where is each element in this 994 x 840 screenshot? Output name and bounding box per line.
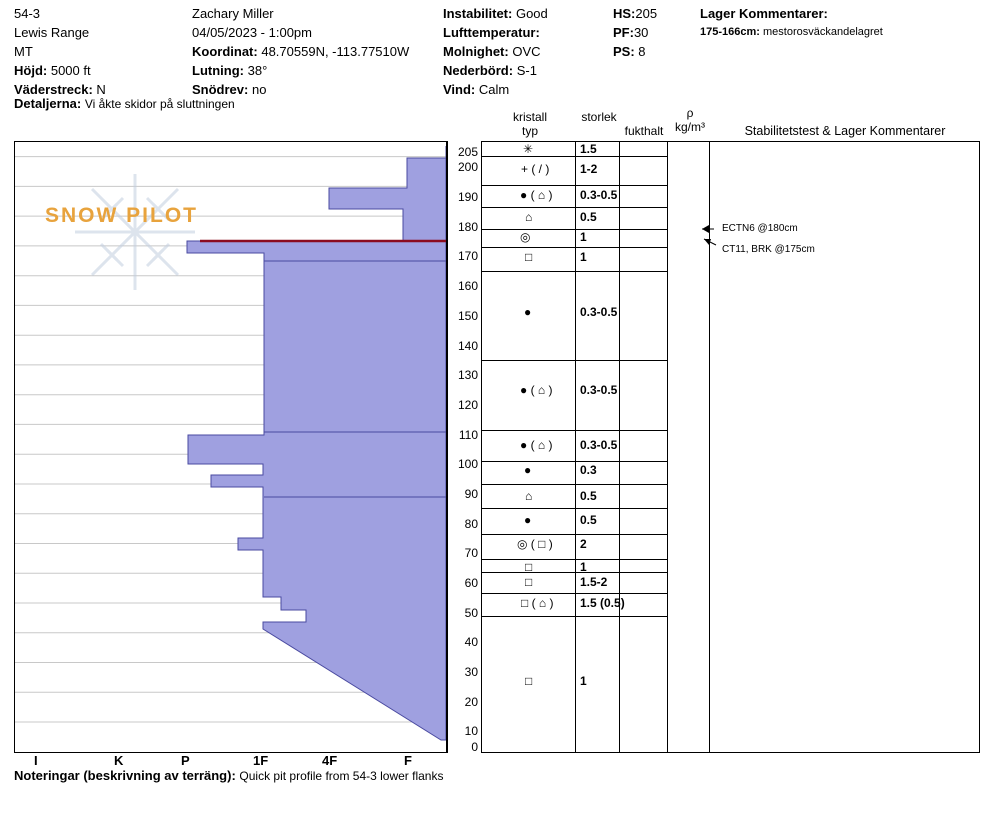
layer-comment-entry: 175-166cm: mestorosväckandelagret	[700, 26, 883, 38]
grain-size-row-2: 0.3-0.5	[580, 188, 618, 202]
grain-symbol-row-14: □	[525, 575, 533, 589]
hardness-label-P: P	[181, 753, 190, 768]
grain-size-row-5: 1	[580, 250, 587, 264]
depth-tick-0: 0	[471, 740, 478, 754]
depth-tick-200: 200	[457, 160, 478, 174]
grain-symbol-row-5: □	[525, 250, 533, 264]
depth-tick-140: 140	[457, 339, 478, 353]
hardness-label-4F: 4F	[322, 753, 338, 768]
stability-test-0: ECTN6 @180cm	[722, 223, 798, 234]
pit-header	[0, 0, 994, 118]
row-sep-99	[481, 484, 668, 485]
grain-symbol-row-1: + ( / )	[521, 162, 550, 176]
header-column-location	[14, 4, 194, 99]
grain-symbol-row-0: ✳	[523, 142, 534, 156]
wind: Vind: Calm	[443, 82, 510, 97]
grain-size-row-13: 1	[580, 560, 587, 574]
depth-tick-100: 100	[457, 457, 478, 471]
aspect: Väderstreck: N	[14, 82, 106, 97]
row-sep-47	[481, 616, 668, 617]
precipitation: Nederbörd: S-1	[443, 63, 537, 78]
grain-size-row-1: 1-2	[580, 162, 598, 176]
hardness-label-I: I	[34, 753, 38, 768]
depth-tick-130: 130	[457, 368, 478, 382]
row-sep-68	[481, 559, 668, 560]
row-sep-183	[481, 207, 668, 208]
depth-tick-190: 190	[457, 190, 478, 204]
air-temperature: Lufttemperatur:	[443, 25, 540, 40]
hs-value: HS:205	[613, 6, 658, 21]
depth-tick-40: 40	[464, 635, 478, 649]
grain-size-row-7: 0.3-0.5	[580, 383, 618, 397]
stability-test-1: CT11, BRK @175cm	[722, 244, 815, 255]
coordinates: Koordinat: 48.70559N, -113.77510W	[192, 44, 410, 59]
elevation: Höjd: 5000 ft	[14, 63, 91, 78]
grain-size-row-4: 1	[580, 230, 587, 244]
grain-symbol-row-2: ● ( ⌂ )	[520, 188, 553, 202]
grain-symbol-row-16: □	[525, 674, 533, 688]
grain-size-row-9: 0.3	[580, 463, 597, 477]
depth-tick-90: 90	[464, 487, 478, 501]
depth-tick-160: 160	[457, 279, 478, 293]
row-sep-143	[481, 360, 668, 361]
grain-symbol-row-3: ⌂	[525, 210, 533, 224]
row-sep-174	[481, 247, 668, 248]
depth-tick-120: 120	[457, 398, 478, 412]
depth-tick-110: 110	[458, 428, 478, 442]
row-sep-200	[481, 156, 668, 157]
grain-size-row-12: 2	[580, 537, 587, 551]
density-header: ρ kg/m³	[675, 106, 705, 134]
depth-tick-80: 80	[464, 517, 478, 531]
state: MT	[14, 44, 33, 59]
grain-symbol-row-9: ●	[524, 463, 532, 477]
grain-type-header: kristall typ	[512, 110, 547, 138]
depth-tick-10: 10	[464, 724, 478, 738]
layer-comments-title: Lager Kommentarer:	[700, 6, 828, 21]
grain-size-row-14: 1.5-2	[580, 575, 608, 589]
depth-tick-180: 180	[457, 220, 478, 234]
terrain-notes: Noteringar (beskrivning av terräng): Quick pit profile from 54-3 lower flanks	[14, 768, 444, 783]
grain-size-row-10: 0.5	[580, 489, 597, 503]
snowpilot-watermark-text: SNOW PILOT	[45, 204, 198, 227]
ps-value: PS: 8	[613, 44, 646, 59]
header-column-snowpack	[613, 4, 703, 61]
drifting-snow: Snödrev: no	[192, 82, 267, 97]
range-name: Lewis Range	[14, 25, 90, 40]
row-sep-63	[481, 572, 668, 573]
header-column-weather	[443, 4, 613, 99]
pf-value: PF:30	[613, 25, 649, 40]
depth-tick-60: 60	[464, 576, 478, 590]
header-column-layer-comments	[700, 4, 990, 42]
row-sep-103	[481, 461, 668, 462]
grain-symbol-row-12: ◎ ( □ )	[517, 537, 553, 551]
grain-size-row-15: 1.5 (0.5)	[580, 596, 625, 610]
observation-datetime: 04/05/2023 - 1:00pm	[192, 25, 312, 40]
grain-size-row-11: 0.5	[580, 513, 597, 527]
grain-symbol-row-11: ●	[524, 513, 532, 527]
row-sep-166	[481, 271, 668, 272]
cloud-cover: Molnighet: OVC	[443, 44, 541, 59]
grain-size-row-16: 1	[580, 674, 587, 688]
row-sep-190	[481, 185, 668, 186]
depth-axis	[447, 141, 481, 753]
depth-tick-30: 30	[464, 665, 478, 679]
depth-tick-70: 70	[464, 546, 478, 560]
grain-size-row-8: 0.3-0.5	[580, 438, 618, 452]
grain-symbol-row-13: □	[525, 560, 533, 574]
details-line: Detaljerna: Vi åkte skidor på sluttningen	[14, 96, 235, 111]
grain-size-row-3: 0.5	[580, 210, 597, 224]
wetness-column	[620, 141, 668, 753]
grain-symbol-row-4: ◎	[520, 230, 531, 244]
profile-svg	[15, 142, 446, 752]
grain-size-row-6: 0.3-0.5	[580, 305, 618, 319]
hardness-label-1F: 1F	[253, 753, 269, 768]
depth-tick-150: 150	[457, 309, 478, 323]
grain-size-row-0: 1.5	[580, 142, 597, 156]
axis-line	[447, 141, 448, 753]
row-sep-178	[481, 229, 668, 230]
snowflake-watermark	[75, 174, 195, 290]
layer-hardness-polygon	[187, 146, 446, 740]
instability: Instabilitet: Good	[443, 6, 548, 21]
wetness-header: fukthalt	[624, 124, 664, 138]
depth-tick-20: 20	[464, 695, 478, 709]
grain-size-header: storlek	[581, 110, 617, 124]
slope-angle: Lutning: 38°	[192, 63, 268, 78]
row-sep-55	[481, 593, 668, 594]
hardness-label-K: K	[114, 753, 124, 768]
stability-header: Stabilitetstest & Lager Kommentarer	[744, 124, 946, 138]
row-sep-77	[481, 534, 668, 535]
grain-symbol-row-6: ●	[524, 305, 532, 319]
depth-tick-205: 205	[457, 145, 478, 159]
observer-name: Zachary Miller	[192, 6, 274, 21]
hardness-profile-chart	[14, 141, 447, 753]
grain-symbol-row-8: ● ( ⌂ )	[520, 438, 553, 452]
row-sep-116	[481, 430, 668, 431]
grain-symbol-row-10: ⌂	[525, 489, 533, 503]
row-sep-85	[481, 508, 668, 509]
hardness-label-F: F	[404, 753, 412, 768]
header-column-observer	[192, 4, 442, 99]
grain-symbol-row-7: ● ( ⌂ )	[520, 383, 553, 397]
grain-symbol-row-15: □ ( ⌂ )	[521, 596, 554, 610]
pit-id: 54-3	[14, 6, 41, 21]
depth-tick-170: 170	[457, 249, 478, 263]
depth-tick-50: 50	[464, 606, 478, 620]
